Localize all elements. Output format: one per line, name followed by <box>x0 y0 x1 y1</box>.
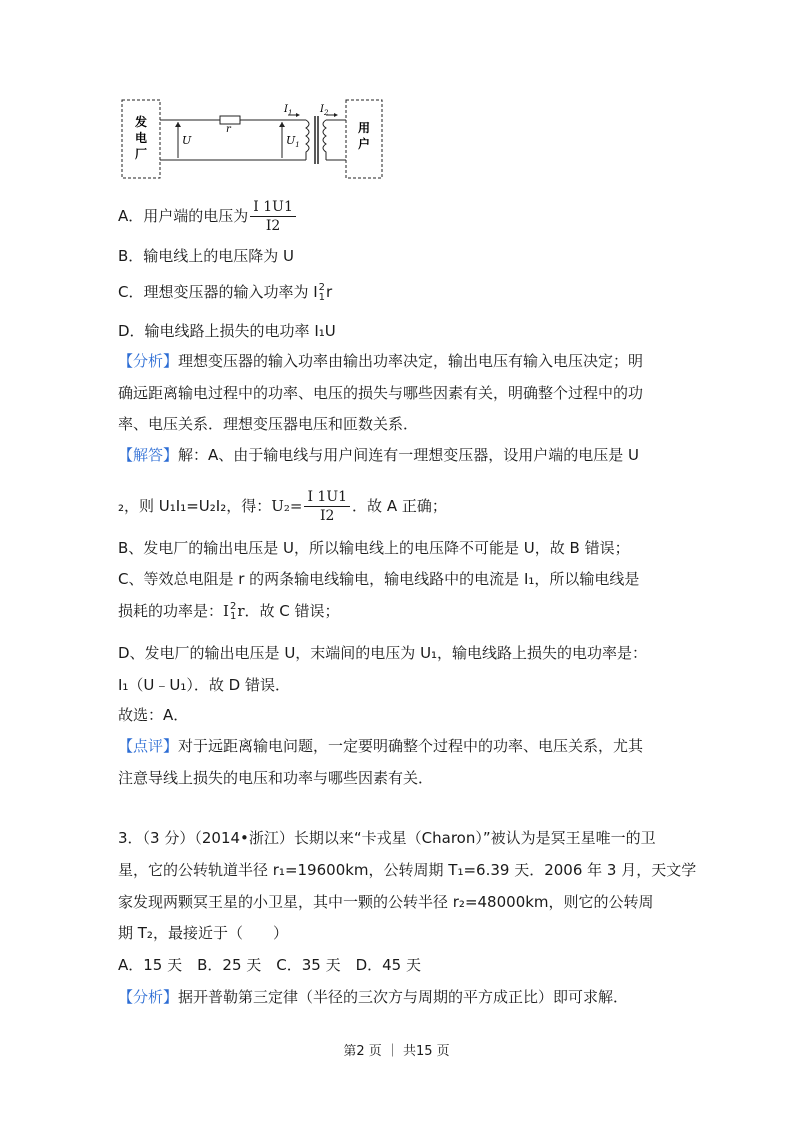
option-a-denominator: I2 <box>265 218 281 234</box>
solution-text-5-suffix: ．故 C 错误； <box>244 602 340 620</box>
solution-text-2-suffix: ．故 A 正确； <box>352 497 447 515</box>
comment-line-2: 注意导线上损失的电压和功率与哪些因素有关． <box>118 769 434 787</box>
label-u: U <box>182 134 192 147</box>
analysis-line-1 <box>118 350 643 372</box>
solution-line-3: B、发电厂的输出电压是 U，所以输电线上的电压降不可能是 U，故 B 错误； <box>118 539 630 557</box>
solution-line-6: D、发电厂的输出电压是 U，末端间的电压为 U₁，输电线路上损失的电功率是： <box>118 644 648 662</box>
option-a-fraction <box>250 198 296 235</box>
option-b: B．输电线上的电压降为 U <box>118 247 295 265</box>
solution-denominator: I2 <box>320 508 335 524</box>
analysis-tag: 【分析】 <box>118 352 179 370</box>
page-footer: 第2 页 ｜ 共15 页 <box>343 1044 450 1059</box>
solution-formula-r: r <box>237 602 245 620</box>
option-d: D．输电线路上损失的电功率 I₁U <box>118 322 336 340</box>
label-i1: $I_1$ <box>284 104 293 117</box>
generator-char-2: 电 <box>135 131 148 145</box>
analysis3-line-1 <box>118 986 628 1008</box>
transformer-secondary-coil <box>323 120 326 160</box>
option-c-sub: 1 <box>318 291 326 303</box>
option-a <box>118 198 298 235</box>
question3-line-4: 期 T₂，最接近于（ ） <box>118 924 288 942</box>
solution-text-1: 解：A、由于输电线与用户间连有一理想变压器，设用户端的电压是 U <box>178 446 640 464</box>
generator-char-3: 厂 <box>135 147 148 161</box>
solution-line-8: 故选：A． <box>118 706 189 724</box>
question3-line-1: 3．（3 分）（2014•浙江）长期以来“卡戎星（Charon）”被认为是冥王星唯一的卫 <box>118 829 656 847</box>
analysis-line-3: 率、电压关系．理想变压器电压和匝数关系． <box>118 415 419 433</box>
solution-fraction <box>304 488 350 525</box>
label-r: r <box>226 124 231 135</box>
solution-formula-scripts <box>230 602 236 622</box>
analysis3-text-1: 据开普勒第三定律（半径的三次方与周期的平方成正比）即可求解． <box>178 988 629 1006</box>
option-a-numerator: I 1U1 <box>250 198 296 217</box>
solution-formula-lhs: U₂= <box>271 497 303 515</box>
user-char-2: 户 <box>358 137 371 151</box>
solution-line-5 <box>118 600 340 622</box>
solution-formula-i: I <box>223 602 229 620</box>
label-i2: $I_2$ <box>320 104 329 117</box>
transformer-primary-coil <box>306 120 309 160</box>
option-c <box>118 281 332 303</box>
comment-text-1: 对于远距离输电问题，一定要明确整个过程中的功率、电压关系，尤其 <box>178 737 644 755</box>
option-a-text: A．用户端的电压为 <box>118 207 249 225</box>
generator-char-1: 发 <box>135 115 148 129</box>
option-c-text: C．理想变压器的输入功率为 I <box>118 283 318 301</box>
solution-formula-sup: 2 <box>229 600 237 612</box>
solution-tag: 【解答】 <box>118 446 179 464</box>
resistor <box>220 116 240 124</box>
comment-tag: 【点评】 <box>118 737 179 755</box>
analysis-line-2: 确远距离输电过程中的功率、电压的损失与哪些因素有关，明确整个过程中的功 <box>118 384 644 402</box>
question3-choices: A．15 天 B．25 天 C．35 天 D．45 天 <box>118 956 421 974</box>
solution-text-2: ₂，则 U₁I₁=U₂I₂，得： <box>118 497 272 515</box>
question3-line-2: 星，它的公转轨道半径 r₁=19600km，公转周期 T₁=6.39 天．2006 年 3 月，天文学 <box>118 861 697 879</box>
analysis3-tag: 【分析】 <box>118 988 179 1006</box>
solution-line-2 <box>118 488 447 525</box>
solution-numerator: I 1U1 <box>304 488 350 507</box>
option-c-sup: 2 <box>318 281 326 293</box>
solution-line-1 <box>118 444 639 466</box>
option-c-suffix: r <box>326 283 333 301</box>
comment-line-1 <box>118 735 643 757</box>
solution-line-4: C、等效总电阻是 r 的两条输电线输电，输电线路中的电流是 I₁，所以输电线是 <box>118 570 640 588</box>
question3-line-3: 家发现两颗冥王星的小卫星，其中一颗的公转半径 r₂=48000km，则它的公转周 <box>118 893 654 911</box>
circuit-diagram <box>118 96 388 184</box>
solution-formula-sub: 1 <box>229 610 237 622</box>
analysis-text-1: 理想变压器的输入功率由输出功率决定，输出电压有输入电压决定；明 <box>178 352 644 370</box>
user-char-1: 用 <box>358 121 371 135</box>
solution-line-7: I₁（U﹣U₁）．故 D 错误． <box>118 676 290 694</box>
label-u1: $U_1$ <box>286 134 300 149</box>
solution-text-5: 损耗的功率是： <box>118 602 224 620</box>
option-c-scripts <box>319 283 325 303</box>
